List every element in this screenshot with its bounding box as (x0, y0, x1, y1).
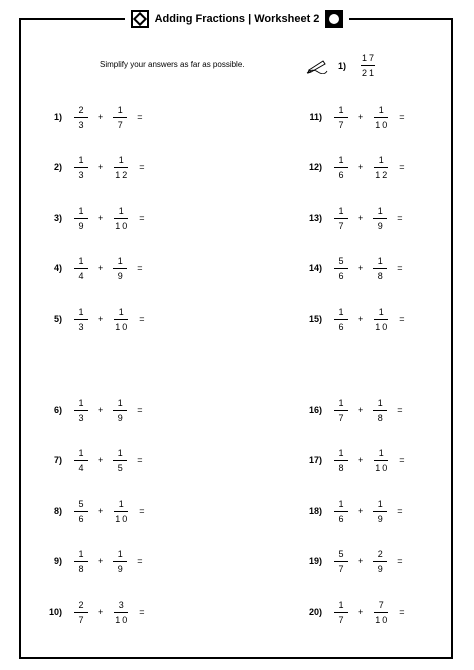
problem-number: 18) (308, 506, 322, 516)
denominator: 7 (78, 614, 86, 625)
numerator: 1 (338, 397, 346, 408)
problem-item (300, 204, 403, 232)
fraction-b (373, 600, 389, 625)
equals-sign: = (399, 607, 405, 617)
numerator: 1 (78, 154, 86, 165)
numerator: 1 (378, 104, 386, 115)
denominator: 9 (117, 412, 125, 423)
denominator: 8 (377, 412, 385, 423)
numerator: 1 (338, 154, 346, 165)
equals-sign: = (139, 506, 145, 516)
denominator: 10 (115, 513, 130, 524)
plus-sign: + (98, 455, 104, 465)
pencil-icon (306, 58, 328, 74)
diamond-icon (131, 10, 149, 28)
problem-number: 19) (308, 556, 322, 566)
numerator: 1 (377, 205, 385, 216)
denominator: 9 (117, 270, 125, 281)
denominator: 8 (78, 563, 86, 574)
plus-sign: + (98, 162, 104, 172)
denominator: 12 (115, 169, 130, 180)
problem-item (300, 305, 405, 333)
example-answer (306, 53, 376, 78)
denominator: 6 (78, 513, 86, 524)
worksheet-title: Adding Fractions | Worksheet 2 (154, 13, 320, 25)
fraction-b (113, 256, 127, 281)
problem-number: 4) (53, 263, 62, 273)
numerator: 1 (378, 154, 386, 165)
numerator: 1 (117, 397, 125, 408)
fraction-b (113, 448, 127, 473)
plus-sign: + (358, 314, 364, 324)
fraction-b (113, 499, 129, 524)
equals-sign: = (137, 112, 143, 122)
denominator: 3 (78, 412, 86, 423)
numerator: 1 (118, 154, 126, 165)
fraction-a (74, 206, 88, 231)
denominator: 8 (338, 462, 346, 473)
denominator: 10 (115, 614, 130, 625)
worksheet-header (0, 8, 474, 30)
example-fraction (360, 53, 376, 78)
denominator: 10 (375, 119, 390, 130)
fraction-b (373, 549, 387, 574)
problem-number: 11) (309, 112, 322, 122)
denominator: 3 (78, 119, 86, 130)
fraction-a (334, 155, 348, 180)
fraction-a (74, 448, 88, 473)
numerator: 5 (338, 548, 346, 559)
problem-item (300, 153, 405, 181)
example-numerator: 17 (362, 53, 377, 63)
equals-sign: = (139, 162, 145, 172)
problem-item (40, 396, 143, 424)
problem-number: 15) (308, 314, 322, 324)
problem-item (40, 497, 145, 525)
problem-item (40, 446, 143, 474)
problem-item (300, 497, 403, 525)
numerator: 1 (117, 447, 125, 458)
fraction-b (373, 307, 389, 332)
fraction-a (334, 256, 348, 281)
circle-icon (325, 10, 343, 28)
numerator: 1 (118, 205, 126, 216)
plus-sign: + (98, 112, 104, 122)
equals-sign: = (399, 112, 405, 122)
denominator: 9 (377, 220, 385, 231)
equals-sign: = (137, 263, 143, 273)
fraction-b (113, 398, 127, 423)
fraction-b (373, 398, 387, 423)
equals-sign: = (137, 556, 143, 566)
problem-number: 7) (53, 455, 62, 465)
numerator: 1 (78, 306, 86, 317)
numerator: 1 (378, 306, 386, 317)
equals-sign: = (397, 556, 403, 566)
equals-sign: = (139, 314, 145, 324)
numerator: 1 (338, 104, 346, 115)
problem-item (40, 103, 143, 131)
fraction-b (113, 600, 129, 625)
denominator: 6 (338, 270, 346, 281)
fraction-a (74, 155, 88, 180)
fraction-b (113, 206, 129, 231)
problem-number: 1) (53, 112, 62, 122)
denominator: 12 (375, 169, 390, 180)
numerator: 1 (338, 599, 346, 610)
denominator: 10 (115, 321, 130, 332)
problem-item (40, 204, 145, 232)
numerator: 1 (377, 255, 385, 266)
denominator: 10 (375, 321, 390, 332)
equals-sign: = (139, 213, 145, 223)
fraction-a (74, 105, 88, 130)
equals-sign: = (137, 405, 143, 415)
problem-item (300, 598, 405, 626)
fraction-b (373, 155, 389, 180)
denominator: 8 (377, 270, 385, 281)
fraction-a (334, 105, 348, 130)
problem-item (40, 598, 145, 626)
denominator: 9 (377, 563, 385, 574)
numerator: 1 (338, 306, 346, 317)
plus-sign: + (358, 556, 364, 566)
numerator: 1 (117, 104, 125, 115)
fraction-a (334, 307, 348, 332)
denominator: 7 (338, 220, 346, 231)
problem-item (40, 305, 145, 333)
problem-number: 8) (53, 506, 62, 516)
problem-number: 13) (308, 213, 322, 223)
plus-sign: + (358, 213, 364, 223)
denominator: 5 (117, 462, 125, 473)
problem-number: 17) (308, 455, 322, 465)
numerator: 1 (378, 447, 386, 458)
denominator: 10 (375, 614, 390, 625)
problem-number: 3) (53, 213, 62, 223)
plus-sign: + (98, 213, 104, 223)
numerator: 2 (78, 599, 86, 610)
numerator: 1 (78, 205, 86, 216)
title-box (125, 10, 350, 28)
numerator: 1 (118, 306, 126, 317)
problem-item (40, 254, 143, 282)
equals-sign: = (137, 455, 143, 465)
problem-number: 16) (308, 405, 322, 415)
denominator: 7 (338, 563, 346, 574)
numerator: 1 (338, 205, 346, 216)
denominator: 9 (377, 513, 385, 524)
denominator: 9 (117, 563, 125, 574)
denominator: 6 (338, 513, 346, 524)
fraction-a (74, 499, 88, 524)
problem-number: 9) (53, 556, 62, 566)
numerator: 3 (118, 599, 126, 610)
denominator: 10 (375, 462, 390, 473)
fraction-b (373, 206, 387, 231)
numerator: 7 (378, 599, 386, 610)
fraction-b (113, 105, 127, 130)
denominator: 4 (78, 462, 86, 473)
numerator: 1 (377, 397, 385, 408)
plus-sign: + (98, 405, 104, 415)
plus-sign: + (358, 506, 364, 516)
plus-sign: + (358, 607, 364, 617)
problem-item (300, 446, 405, 474)
plus-sign: + (358, 162, 364, 172)
denominator: 7 (338, 614, 346, 625)
denominator: 4 (78, 270, 86, 281)
denominator: 9 (78, 220, 86, 231)
numerator: 1 (78, 548, 86, 559)
plus-sign: + (98, 556, 104, 566)
problem-item (300, 254, 403, 282)
numerator: 5 (338, 255, 346, 266)
fraction-a (334, 398, 348, 423)
problem-item (300, 103, 405, 131)
denominator: 3 (78, 321, 86, 332)
fraction-a (334, 499, 348, 524)
plus-sign: + (358, 263, 364, 273)
problem-number: 5) (53, 314, 62, 324)
denominator: 7 (117, 119, 125, 130)
problem-item (300, 396, 403, 424)
fraction-a (74, 549, 88, 574)
denominator: 7 (338, 412, 346, 423)
numerator: 1 (78, 255, 86, 266)
example-denominator: 21 (362, 68, 377, 78)
problem-item (40, 547, 143, 575)
fraction-b (373, 256, 387, 281)
equals-sign: = (399, 314, 405, 324)
denominator: 3 (78, 169, 86, 180)
problem-number: 20) (308, 607, 322, 617)
problem-number: 12) (308, 162, 322, 172)
equals-sign: = (399, 162, 405, 172)
numerator: 1 (118, 498, 126, 509)
fraction-a (74, 307, 88, 332)
equals-sign: = (397, 263, 403, 273)
numerator: 5 (78, 498, 86, 509)
equals-sign: = (139, 607, 145, 617)
plus-sign: + (98, 607, 104, 617)
fraction-a (334, 448, 348, 473)
equals-sign: = (397, 213, 403, 223)
equals-sign: = (397, 506, 403, 516)
plus-sign: + (98, 506, 104, 516)
problem-item (40, 153, 145, 181)
plus-sign: + (98, 263, 104, 273)
denominator: 6 (338, 321, 346, 332)
fraction-b (373, 448, 389, 473)
numerator: 1 (338, 498, 346, 509)
fraction-a (334, 549, 348, 574)
denominator: 7 (338, 119, 346, 130)
fraction-b (373, 499, 387, 524)
fraction-a (74, 600, 88, 625)
instructions: Simplify your answers as far as possible. (100, 60, 245, 69)
numerator: 2 (78, 104, 86, 115)
fraction-b (113, 307, 129, 332)
problem-number: 10) (48, 607, 62, 617)
fraction-b (113, 549, 127, 574)
fraction-b (373, 105, 389, 130)
problem-item (300, 547, 403, 575)
equals-sign: = (399, 455, 405, 465)
numerator: 2 (377, 548, 385, 559)
numerator: 1 (377, 498, 385, 509)
example-number: 1) (338, 60, 347, 71)
problem-number: 14) (308, 263, 322, 273)
numerator: 1 (117, 548, 125, 559)
fraction-a (334, 600, 348, 625)
numerator: 1 (117, 255, 125, 266)
problem-number: 2) (53, 162, 62, 172)
plus-sign: + (98, 314, 104, 324)
fraction-b (113, 155, 129, 180)
fraction-a (334, 206, 348, 231)
problem-number: 6) (53, 405, 62, 415)
denominator: 6 (338, 169, 346, 180)
fraction-a (74, 256, 88, 281)
plus-sign: + (358, 455, 364, 465)
equals-sign: = (397, 405, 403, 415)
fraction-a (74, 398, 88, 423)
plus-sign: + (358, 405, 364, 415)
numerator: 1 (78, 447, 86, 458)
plus-sign: + (358, 112, 364, 122)
numerator: 1 (78, 397, 86, 408)
denominator: 10 (115, 220, 130, 231)
numerator: 1 (338, 447, 346, 458)
